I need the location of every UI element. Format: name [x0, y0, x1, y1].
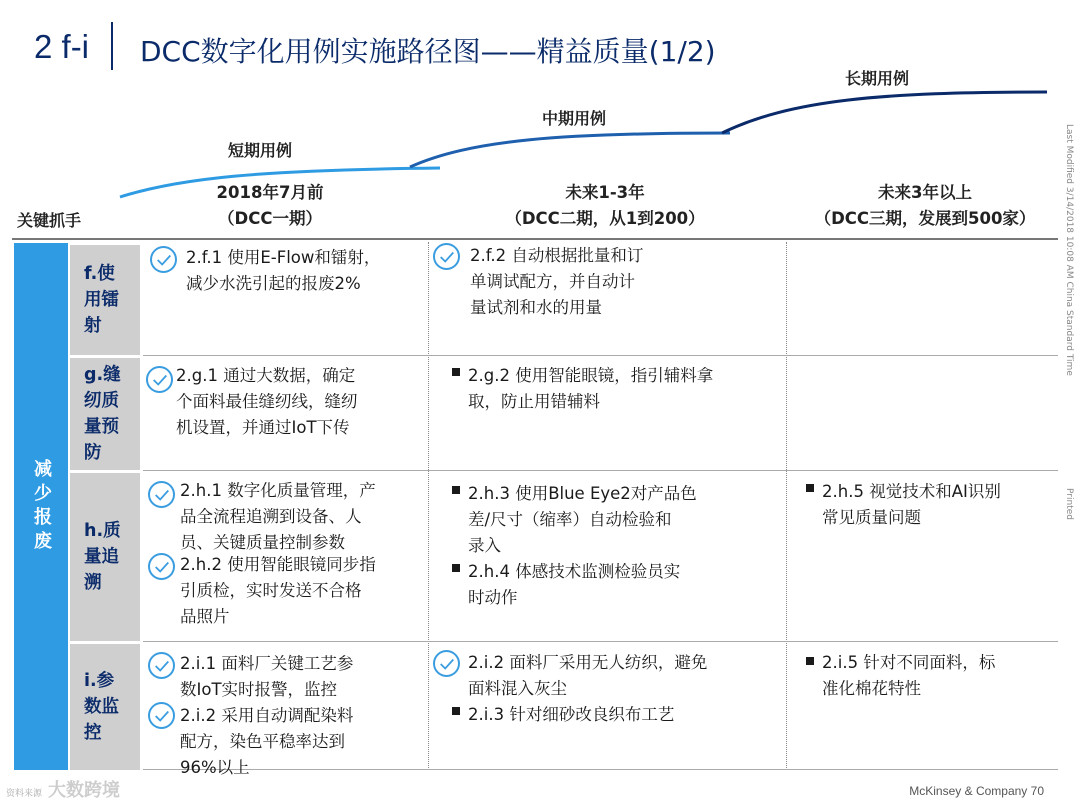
bullet-square-icon [806, 484, 814, 492]
column-header-2-line1: 未来1-3年 [565, 183, 645, 202]
slide-title: DCC数字化用例实施路径图——精益质量(1/2) [140, 35, 716, 68]
check-icon [146, 366, 173, 393]
row-label-i: i.参数监控 [70, 644, 140, 770]
printed-note: Printed [1064, 488, 1074, 520]
bullet-square-icon [452, 486, 460, 494]
last-modified-note: Last Modified 3/14/2018 10:08 AM China Standard Time [1064, 124, 1074, 376]
cell-2i3: 2.i.3 针对细砂改良织布工艺 [468, 705, 675, 724]
column-header-1-line2: （DCC一期） [218, 209, 322, 228]
watermark: 大数跨境 [48, 780, 120, 801]
phase-long-label: 长期用例 [845, 69, 910, 88]
column-header-1-line1: 2018年7月前 [216, 183, 324, 202]
cell-2h4: 2.h.4 体感技术监测检验员实 时动作 [468, 562, 681, 607]
cell-2h3: 2.h.3 使用Blue Eye2对产品色 差/尺寸（缩率）自动检验和 录入 [468, 484, 697, 555]
cell-2f1: 2.f.1 使用E-Flow和镭射， 减少水洗引起的报废2% [186, 248, 381, 293]
row-label-h: h.质量追溯 [70, 473, 140, 641]
cell-2g1: 2.g.1 通过大数据，确定 个面料最佳缝纫线，缝纫 机设置，并通过IoT下传 [176, 366, 358, 437]
bullet-square-icon [452, 368, 460, 376]
check-icon [148, 553, 175, 580]
row-divider-fg [143, 355, 1058, 356]
row-divider-gh [143, 470, 1058, 471]
cell-2h2: 2.h.2 使用智能眼镜同步指 引质检，实时发送不合格 品照片 [180, 555, 376, 626]
column-header-2 [465, 180, 745, 232]
check-icon [433, 650, 460, 677]
column-header-3-line1: 未来3年以上 [878, 183, 972, 202]
check-icon [148, 652, 175, 679]
cell-2h5: 2.h.5 视觉技术和AI识别 常见质量问题 [822, 482, 1001, 527]
row-label-f: f.使用镭射 [70, 245, 140, 355]
check-icon [433, 243, 460, 270]
column-divider-1 [428, 242, 429, 770]
cell-2i1: 2.i.1 面料厂关键工艺参 数IoT实时报警，监控 [180, 654, 354, 699]
cell-2g2: 2.g.2 使用智能眼镜，指引辅料拿 取，防止用错辅料 [468, 366, 714, 411]
footer: McKinsey & Company 70 [909, 784, 1044, 798]
cell-2f2: 2.f.2 自动根据批量和订 单调试配方，并自动计 量试剂和水的用量 [470, 246, 644, 317]
column-divider-2 [786, 242, 787, 770]
column-header-3 [790, 180, 1060, 232]
category-reduce-scrap [14, 243, 68, 770]
bullet-square-icon [452, 564, 460, 572]
category-label: 减少报废 [31, 458, 52, 555]
header-divider [12, 238, 1058, 240]
phase-mid-label: 中期用例 [542, 109, 607, 128]
cell-2h1: 2.h.1 数字化质量管理，产 品全流程追溯到设备、人 员、关键质量控制参数 [180, 481, 376, 552]
column-header-2-line2: （DCC二期，从1到200） [505, 209, 705, 228]
row-divider-hi [143, 641, 1058, 642]
bullet-square-icon [452, 707, 460, 715]
row-label-g: g.缝纫质量预防 [70, 358, 140, 470]
cell-2i2-weaving: 2.i.2 面料厂采用无人纺织，避免 面料混入灰尘 [468, 653, 708, 698]
column-header-3-line2: （DCC三期，发展到500家） [814, 209, 1036, 228]
key-levers-label: 关键抓手 [17, 211, 82, 230]
check-icon [148, 481, 175, 508]
slide-number: 2 f-i [34, 28, 90, 65]
check-icon [148, 702, 175, 729]
column-header-1 [150, 180, 390, 232]
cell-2i2-dyeing: 2.i.2 采用自动调配染料 配方，染色平稳率达到 96%以上 [180, 706, 354, 777]
phase-short-label: 短期用例 [228, 141, 293, 160]
bullet-square-icon [806, 657, 814, 665]
cell-2i5: 2.i.5 针对不同面料，标 准化棉花特性 [822, 653, 996, 698]
source-note: 资料来源 [6, 789, 43, 799]
check-icon [150, 246, 177, 273]
